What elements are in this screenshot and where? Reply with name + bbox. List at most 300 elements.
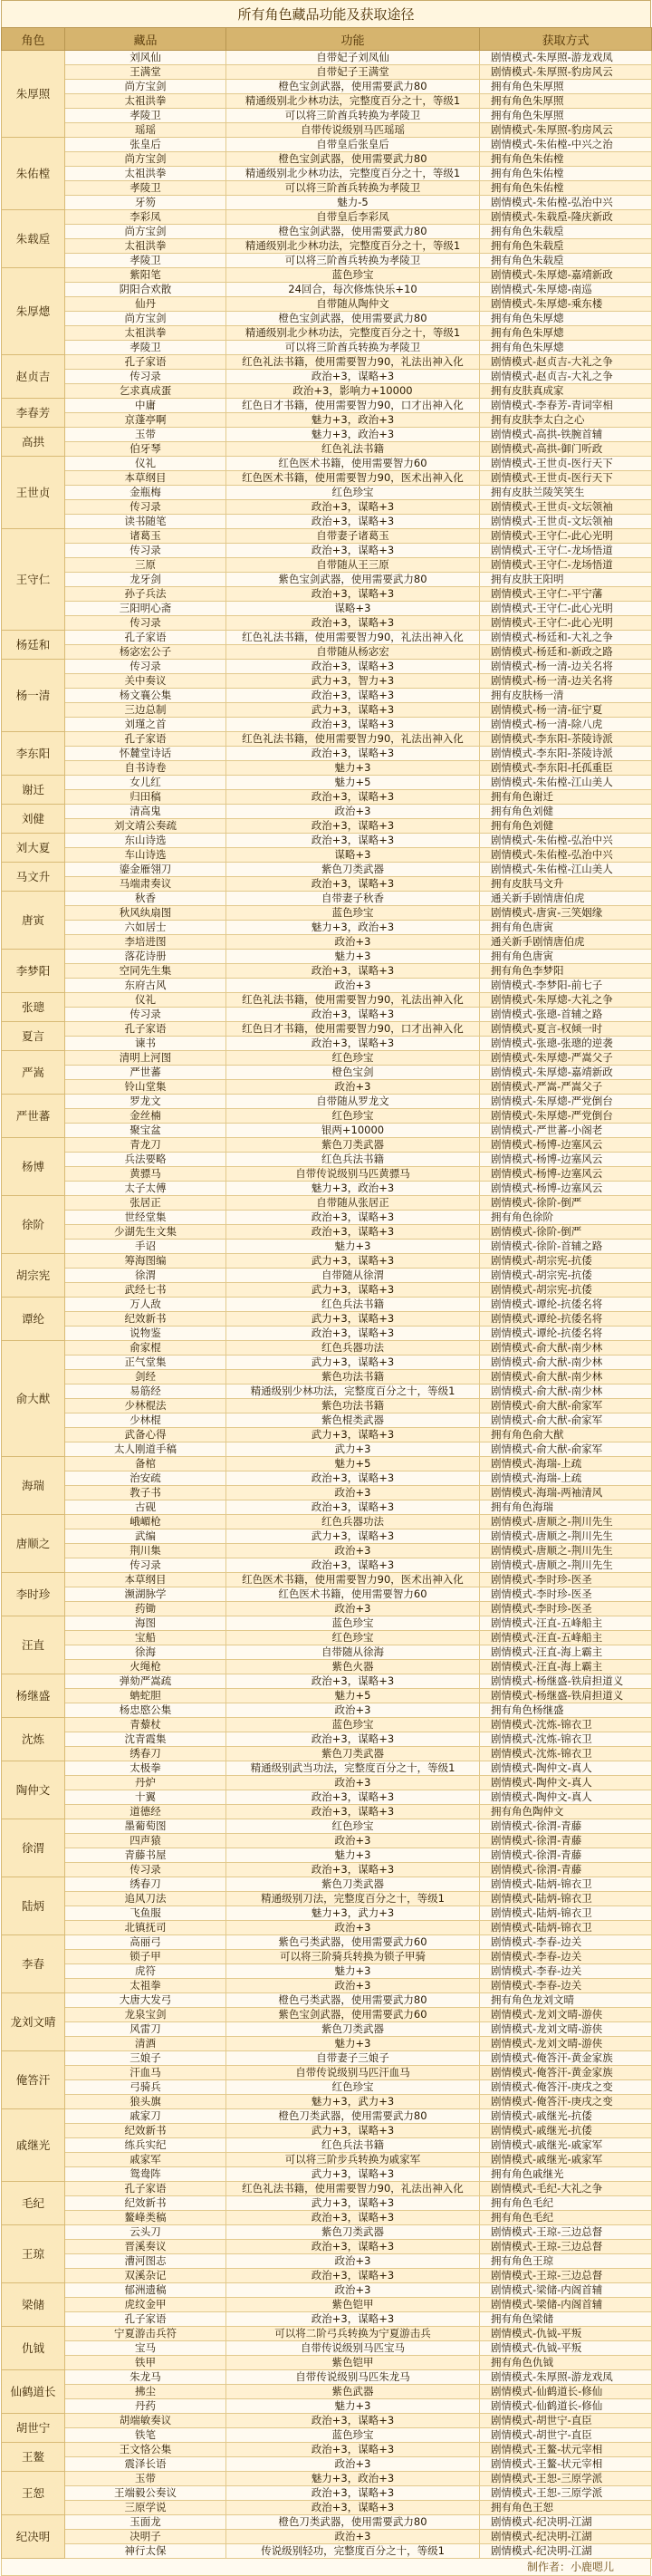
source-cell: 剧情模式-唐顺之-荆川先生 bbox=[480, 1558, 652, 1573]
function-cell: 政治+3，谋略+3 bbox=[226, 689, 480, 703]
source-cell: 剧情模式-陆炳-锦衣卫 bbox=[480, 1906, 652, 1921]
source-cell: 剧情模式-王守仁-此心光明 bbox=[480, 616, 652, 631]
source-cell: 剧情模式-俺答汗-黄金家族 bbox=[480, 2066, 652, 2080]
table-row bbox=[2, 196, 652, 210]
function-cell: 武力+3，谋略+3 bbox=[226, 1356, 480, 1370]
header-row bbox=[2, 28, 652, 51]
function-cell: 武力+3 bbox=[226, 1442, 480, 1457]
function-cell: 紫色功法书籍 bbox=[226, 1370, 480, 1384]
function-cell: 自带传说级别马匹黄骠马 bbox=[226, 1167, 480, 1182]
item-name-cell: 读书随笔 bbox=[65, 515, 226, 529]
table-row bbox=[2, 1008, 652, 1022]
function-cell: 紫色武器 bbox=[226, 2385, 480, 2399]
hero-name-cell: 谢迁 bbox=[2, 776, 65, 805]
table-row bbox=[2, 2037, 652, 2051]
function-cell: 自带随从陶仲文 bbox=[226, 297, 480, 312]
item-name-cell: 仪礼 bbox=[65, 993, 226, 1008]
function-cell: 政治+3，谋略+3 bbox=[226, 718, 480, 732]
source-cell: 剧情模式-严世蕃-小阁老 bbox=[480, 1124, 652, 1138]
source-cell: 拥有角色朱厚照 bbox=[480, 94, 652, 109]
item-name-cell: 云头刀 bbox=[65, 2225, 226, 2240]
table-row bbox=[2, 1037, 652, 1051]
function-cell: 红色日才书籍，使用需要智力90，口才出神入化 bbox=[226, 1022, 480, 1037]
function-cell: 橙色刀类武器，使用需要武力80 bbox=[226, 2515, 480, 2530]
function-cell: 蓝色珍宝 bbox=[226, 1718, 480, 1732]
table-row bbox=[2, 1892, 652, 1906]
item-name-cell: 三边总制 bbox=[65, 703, 226, 718]
table-row bbox=[2, 2196, 652, 2211]
item-name-cell: 漕河图志 bbox=[65, 2254, 226, 2269]
item-name-cell: 尚方宝剑 bbox=[65, 152, 226, 167]
table-row bbox=[2, 1283, 652, 1298]
table-row bbox=[2, 674, 652, 689]
table-row bbox=[2, 2182, 652, 2196]
source-cell: 拥有角色朱厚熜 bbox=[480, 326, 652, 341]
hero-name-cell: 毛纪 bbox=[2, 2182, 65, 2225]
table-row bbox=[2, 1674, 652, 1689]
header-item: 藏品 bbox=[65, 28, 226, 51]
source-cell: 剧情模式-李东阳-托孤重臣 bbox=[480, 761, 652, 776]
item-name-cell: 玉带 bbox=[65, 428, 226, 442]
function-cell: 魅力+3 bbox=[226, 2399, 480, 2414]
source-cell: 剧情模式-朱厚照-豹房风云 bbox=[480, 65, 652, 80]
source-cell: 剧情模式-李春-边关 bbox=[480, 1935, 652, 1950]
source-cell: 拥有皮肤杨一清 bbox=[480, 689, 652, 703]
function-cell: 紫色刀类武器 bbox=[226, 2022, 480, 2037]
source-cell: 剧情模式-李时珍-医圣 bbox=[480, 1587, 652, 1602]
table-row bbox=[2, 805, 652, 819]
table-row bbox=[2, 979, 652, 993]
hero-name-cell: 王恕 bbox=[2, 2472, 65, 2515]
table-row bbox=[2, 1587, 652, 1602]
source-cell: 剧情模式-汪直-五峰船主 bbox=[480, 1616, 652, 1631]
source-cell: 剧情模式-戚继光-戚家军 bbox=[480, 2138, 652, 2153]
function-cell: 可以将三阶骑兵转换为锁子甲骑 bbox=[226, 1950, 480, 1964]
function-cell: 橙色弓类武器，使用需要武力80 bbox=[226, 1993, 480, 2008]
hero-name-cell: 纪决明 bbox=[2, 2515, 65, 2559]
table-row bbox=[2, 1718, 652, 1732]
hero-name-cell: 杨廷和 bbox=[2, 631, 65, 660]
source-cell: 剧情模式-赵贞吉-大礼之争 bbox=[480, 355, 652, 370]
item-name-cell: 秋香 bbox=[65, 892, 226, 906]
table-row bbox=[2, 1196, 652, 1211]
source-cell: 剧情模式-朱厚照-豹房风云 bbox=[480, 123, 652, 138]
table-row bbox=[2, 1921, 652, 1935]
source-cell: 剧情模式-朱载垕-隆庆新政 bbox=[480, 210, 652, 225]
source-cell: 剧情模式-陶仲文-真人 bbox=[480, 1761, 652, 1776]
source-cell: 剧情模式-汪直-海上霸主 bbox=[480, 1660, 652, 1674]
table-row bbox=[2, 2472, 652, 2486]
source-cell: 剧情模式-王守仁-龙场悟道 bbox=[480, 558, 652, 573]
table-row bbox=[2, 2283, 652, 2298]
table-row bbox=[2, 51, 652, 65]
table-row bbox=[2, 1298, 652, 1312]
table-row bbox=[2, 848, 652, 863]
function-cell: 魅力+3 bbox=[226, 950, 480, 964]
function-cell: 蓝色珍宝 bbox=[226, 906, 480, 921]
source-cell: 拥有角色刘健 bbox=[480, 819, 652, 834]
item-name-cell: 汗血马 bbox=[65, 2066, 226, 2080]
function-cell: 自带随从王三原 bbox=[226, 558, 480, 573]
source-cell: 拥有角色谢迁 bbox=[480, 790, 652, 805]
source-cell: 剧情模式-俞大猷-南少林 bbox=[480, 1356, 652, 1370]
source-cell: 剧情模式-杨一清-征宁夏 bbox=[480, 703, 652, 718]
source-cell: 拥有角色朱佑樘 bbox=[480, 152, 652, 167]
header-hero: 角色 bbox=[2, 28, 65, 51]
item-name-cell: 宝船 bbox=[65, 1631, 226, 1645]
function-cell: 红色珍宝 bbox=[226, 1819, 480, 1834]
table-row bbox=[2, 1573, 652, 1587]
function-cell: 红色兵法书籍 bbox=[226, 1153, 480, 1167]
function-cell: 武力+3，谋略+3 bbox=[226, 703, 480, 718]
function-cell: 政治+3 bbox=[226, 1544, 480, 1558]
table-row bbox=[2, 1529, 652, 1544]
table-row bbox=[2, 326, 652, 341]
hero-name-cell: 唐顺之 bbox=[2, 1515, 65, 1573]
item-name-cell: 玉面龙 bbox=[65, 2515, 226, 2530]
function-cell: 政治+3，谋略+3 bbox=[226, 1211, 480, 1225]
item-name-cell: 道德经 bbox=[65, 1805, 226, 1819]
function-cell: 蓝色珍宝 bbox=[226, 268, 480, 283]
source-cell: 剧情模式-汪直-海上霸主 bbox=[480, 1645, 652, 1660]
function-cell: 政治+3，谋略+3 bbox=[226, 500, 480, 515]
item-name-cell: 铁笔 bbox=[65, 2428, 226, 2443]
function-cell: 魅力+3，政治+3 bbox=[226, 921, 480, 935]
function-cell: 紫色刀类武器 bbox=[226, 1747, 480, 1761]
table-row bbox=[2, 1124, 652, 1138]
item-name-cell: 太祖洪拳 bbox=[65, 326, 226, 341]
item-name-cell: 剑经 bbox=[65, 1370, 226, 1384]
function-cell: 橙色宝剑武器，使用需要武力80 bbox=[226, 312, 480, 326]
source-cell: 剧情模式-李东阳-茶陵诗派 bbox=[480, 747, 652, 761]
item-name-cell: 峨嵋枪 bbox=[65, 1515, 226, 1529]
source-cell: 拥有角色王琼 bbox=[480, 2254, 652, 2269]
table-row bbox=[2, 152, 652, 167]
function-cell: 政治+3 bbox=[226, 2283, 480, 2298]
function-cell: 武力+3，谋略+3 bbox=[226, 1529, 480, 1544]
function-cell: 政治+3 bbox=[226, 2254, 480, 2269]
item-name-cell: 太祖拳 bbox=[65, 1979, 226, 1993]
table-row bbox=[2, 819, 652, 834]
item-name-cell: 铁甲 bbox=[65, 2356, 226, 2370]
function-cell: 可以将三阶酋兵转换为孝陵卫 bbox=[226, 254, 480, 268]
source-cell: 剧情模式-李梦阳-前七子 bbox=[480, 979, 652, 993]
source-cell: 剧情模式-杨继盛-铁肩担道义 bbox=[480, 1689, 652, 1703]
hero-name-cell: 杨一清 bbox=[2, 660, 65, 732]
function-cell: 政治+3，谋略+3 bbox=[226, 544, 480, 558]
table-row bbox=[2, 2341, 652, 2356]
function-cell: 精通级别少林功法，完整度百分之十，等级1 bbox=[226, 1384, 480, 1399]
item-name-cell: 鸳鸯阵 bbox=[65, 2167, 226, 2182]
item-name-cell: 空同先生集 bbox=[65, 964, 226, 979]
hero-name-cell: 夏言 bbox=[2, 1022, 65, 1051]
table-row bbox=[2, 1080, 652, 1095]
hero-name-cell: 王鳌 bbox=[2, 2443, 65, 2472]
function-cell: 紫色刀类武器 bbox=[226, 2225, 480, 2240]
table-row bbox=[2, 2124, 652, 2138]
source-cell: 剧情模式-王鳌-状元宰相 bbox=[480, 2457, 652, 2472]
table-row bbox=[2, 2008, 652, 2022]
function-cell: 政治+3 bbox=[226, 1776, 480, 1790]
table-row bbox=[2, 544, 652, 558]
source-cell: 剧情模式-王世贞-文坛领袖 bbox=[480, 515, 652, 529]
function-cell: 红色医术书籍，使用需要智力60 bbox=[226, 1587, 480, 1602]
collection-sheet bbox=[1, 0, 651, 2576]
table-row bbox=[2, 1211, 652, 1225]
item-name-cell: 青藜杖 bbox=[65, 1718, 226, 1732]
hero-name-cell: 俺答汗 bbox=[2, 2051, 65, 2109]
source-cell: 剧情模式-王鳌-状元宰相 bbox=[480, 2443, 652, 2457]
source-cell: 剧情模式-胡世宁-直臣 bbox=[480, 2428, 652, 2443]
item-name-cell: 龙泉宝剑 bbox=[65, 2008, 226, 2022]
item-name-cell: 海图 bbox=[65, 1616, 226, 1631]
hero-name-cell: 马文升 bbox=[2, 863, 65, 892]
item-name-cell: 三原学说 bbox=[65, 2501, 226, 2515]
table-row bbox=[2, 1602, 652, 1616]
table-row bbox=[2, 834, 652, 848]
item-name-cell: 拂尘 bbox=[65, 2385, 226, 2399]
item-name-cell: 虎符 bbox=[65, 1964, 226, 1979]
item-name-cell: 太祖洪拳 bbox=[65, 239, 226, 254]
function-cell: 橙色宝剑武器，使用需要武力80 bbox=[226, 152, 480, 167]
item-name-cell: 丹药 bbox=[65, 2399, 226, 2414]
item-name-cell: 仙丹 bbox=[65, 297, 226, 312]
function-cell: 自带妻子诸葛玉 bbox=[226, 529, 480, 544]
source-cell: 剧情模式-杨一清-除八虎 bbox=[480, 718, 652, 732]
source-cell: 剧情模式-张璁-首辅之路 bbox=[480, 1008, 652, 1022]
item-name-cell: 秋风纨扇图 bbox=[65, 906, 226, 921]
table-row bbox=[2, 573, 652, 587]
table-row bbox=[2, 1370, 652, 1384]
table-row bbox=[2, 341, 652, 355]
table-row bbox=[2, 732, 652, 747]
item-name-cell: 高丽弓 bbox=[65, 1935, 226, 1950]
table-row bbox=[2, 2109, 652, 2124]
function-cell: 魅力+5 bbox=[226, 776, 480, 790]
table-row bbox=[2, 2269, 652, 2283]
function-cell: 蓝色珍宝 bbox=[226, 1616, 480, 1631]
table-row bbox=[2, 761, 652, 776]
function-cell: 紫色火器 bbox=[226, 1660, 480, 1674]
source-cell: 剧情模式-徐阶-倒严 bbox=[480, 1225, 652, 1240]
source-cell: 剧情模式-龙刘文晴-游侠 bbox=[480, 2008, 652, 2022]
table-row bbox=[2, 529, 652, 544]
source-cell: 剧情模式-朱厚熜-严嵩父子 bbox=[480, 1051, 652, 1066]
function-cell: 政治+3，谋略+3 bbox=[226, 515, 480, 529]
item-name-cell: 决明子 bbox=[65, 2530, 226, 2544]
item-name-cell: 宁夏游击兵符 bbox=[65, 2327, 226, 2341]
table-row bbox=[2, 2544, 652, 2559]
table-row bbox=[2, 1863, 652, 1877]
source-cell: 剧情模式-杨廷和-大礼之争 bbox=[480, 631, 652, 645]
source-cell: 剧情模式-朱厚熜-乘东楼 bbox=[480, 297, 652, 312]
table-row bbox=[2, 1341, 652, 1356]
item-name-cell: 龙牙剑 bbox=[65, 573, 226, 587]
source-cell: 拥有角色毛纪 bbox=[480, 2196, 652, 2211]
item-name-cell: 太人刚道手稿 bbox=[65, 1442, 226, 1457]
table-row bbox=[2, 1877, 652, 1892]
source-cell: 剧情模式-唐寅-三笑姻缘 bbox=[480, 906, 652, 921]
item-name-cell: 宝马 bbox=[65, 2341, 226, 2356]
table-row bbox=[2, 486, 652, 500]
function-cell: 政治+3 bbox=[226, 1921, 480, 1935]
function-cell: 红色珍宝 bbox=[226, 1051, 480, 1066]
table-row bbox=[2, 500, 652, 515]
source-cell: 剧情模式-俞大猷-俞家军 bbox=[480, 1442, 652, 1457]
hero-name-cell: 高拱 bbox=[2, 428, 65, 457]
item-name-cell: 怀麓堂诗话 bbox=[65, 747, 226, 761]
source-cell: 剧情模式-谭纶-抗倭名将 bbox=[480, 1298, 652, 1312]
function-cell: 政治+3，影响力+10000 bbox=[226, 384, 480, 399]
function-cell: 自带妃子王满堂 bbox=[226, 65, 480, 80]
table-row bbox=[2, 283, 652, 297]
item-name-cell: 归田稿 bbox=[65, 790, 226, 805]
item-name-cell: 孝陵卫 bbox=[65, 109, 226, 123]
function-cell: 自带妻子三娘子 bbox=[226, 2051, 480, 2066]
function-cell: 紫色刀类武器 bbox=[226, 863, 480, 877]
item-name-cell: 练兵实纪 bbox=[65, 2138, 226, 2153]
item-name-cell: 三原 bbox=[65, 558, 226, 573]
source-cell: 剧情模式-朱厚熜-嘉靖新政 bbox=[480, 1066, 652, 1080]
function-cell: 24回合，每次修炼快乐+10 bbox=[226, 283, 480, 297]
hero-name-cell: 梁储 bbox=[2, 2283, 65, 2327]
function-cell: 魅力+5 bbox=[226, 1457, 480, 1471]
hero-name-cell: 赵贞吉 bbox=[2, 355, 65, 399]
table-row bbox=[2, 1616, 652, 1631]
item-name-cell: 古砚 bbox=[65, 1500, 226, 1515]
function-cell: 武力+3，谋略+3 bbox=[226, 1254, 480, 1269]
function-cell: 政治+3，谋略+3 bbox=[226, 2240, 480, 2254]
function-cell: 红色医术书籍，使用需要智力90，医术出神入化 bbox=[226, 1573, 480, 1587]
function-cell: 红色珍宝 bbox=[226, 2080, 480, 2095]
item-name-cell: 双溪杂记 bbox=[65, 2269, 226, 2283]
table-row bbox=[2, 1225, 652, 1240]
source-cell: 剧情模式-王恕-三原学派 bbox=[480, 2486, 652, 2501]
function-cell: 武力+3，谋略+3 bbox=[226, 2196, 480, 2211]
source-cell: 剧情模式-朱厚熜-严党倒台 bbox=[480, 1095, 652, 1109]
item-name-cell: 易筋经 bbox=[65, 1384, 226, 1399]
hero-name-cell: 刘大夏 bbox=[2, 834, 65, 863]
source-cell: 拥有角色朱厚照 bbox=[480, 80, 652, 94]
source-cell: 拥有角色朱佑樘 bbox=[480, 167, 652, 181]
function-cell: 可以将三阶酋兵转换为孝陵卫 bbox=[226, 109, 480, 123]
function-cell: 紫色铠甲 bbox=[226, 2298, 480, 2312]
function-cell: 政治+3，谋略+3 bbox=[226, 1500, 480, 1515]
item-name-cell: 万人敌 bbox=[65, 1298, 226, 1312]
source-cell: 剧情模式-朱厚照-游龙戏凤 bbox=[480, 2370, 652, 2385]
item-name-cell: 太祖洪拳 bbox=[65, 94, 226, 109]
function-cell: 政治+3，谋略+3 bbox=[226, 1674, 480, 1689]
item-name-cell: 世经堂集 bbox=[65, 1211, 226, 1225]
source-cell: 剧情模式-俞大猷-俞家军 bbox=[480, 1413, 652, 1428]
function-cell: 魅力+3 bbox=[226, 761, 480, 776]
table-body bbox=[2, 51, 652, 2559]
function-cell: 魅力+3，政治+3 bbox=[226, 1182, 480, 1196]
source-cell: 剧情模式-陶仲文-真人 bbox=[480, 1776, 652, 1790]
item-name-cell: 虎纹金甲 bbox=[65, 2298, 226, 2312]
table-row bbox=[2, 863, 652, 877]
item-name-cell: 清高鬼 bbox=[65, 805, 226, 819]
source-cell: 剧情模式-俺答汗-庚戌之变 bbox=[480, 2080, 652, 2095]
function-cell: 政治+3 bbox=[226, 1703, 480, 1718]
item-name-cell: 弓骑兵 bbox=[65, 2080, 226, 2095]
table-row bbox=[2, 1457, 652, 1471]
table-row bbox=[2, 645, 652, 660]
table-row bbox=[2, 1500, 652, 1515]
source-cell: 拥有角色梁储 bbox=[480, 2312, 652, 2327]
source-cell: 剧情模式-朱佑樘-弘治中兴 bbox=[480, 196, 652, 210]
table-row bbox=[2, 2211, 652, 2225]
source-cell: 剧情模式-唐顺之-荆川先生 bbox=[480, 1515, 652, 1529]
item-name-cell: 落花诗册 bbox=[65, 950, 226, 964]
table-row bbox=[2, 558, 652, 573]
function-cell: 政治+3 bbox=[226, 2530, 480, 2544]
function-cell: 红色珍宝 bbox=[226, 1631, 480, 1645]
table-row bbox=[2, 1109, 652, 1124]
item-name-cell: 筹海图编 bbox=[65, 1254, 226, 1269]
table-row bbox=[2, 1182, 652, 1196]
function-cell: 魅力+3，政治+3 bbox=[226, 2472, 480, 2486]
table-row bbox=[2, 1776, 652, 1790]
table-row bbox=[2, 225, 652, 239]
source-cell: 剧情模式-海瑞-两袖清风 bbox=[480, 1486, 652, 1500]
source-cell: 拥有皮肤王阳明 bbox=[480, 573, 652, 587]
item-name-cell: 荆川集 bbox=[65, 1544, 226, 1558]
source-cell: 剧情模式-李春-边关 bbox=[480, 1979, 652, 1993]
table-row bbox=[2, 1906, 652, 1921]
hero-name-cell: 杨继盛 bbox=[2, 1674, 65, 1718]
item-name-cell: 备棺 bbox=[65, 1457, 226, 1471]
item-name-cell: 锁子甲 bbox=[65, 1950, 226, 1964]
source-cell: 拥有角色朱载垕 bbox=[480, 225, 652, 239]
function-cell: 政治+3，谋略+3 bbox=[226, 660, 480, 674]
hero-name-cell: 李春芳 bbox=[2, 399, 65, 428]
table-row bbox=[2, 1022, 652, 1037]
item-name-cell: 传习录 bbox=[65, 660, 226, 674]
item-name-cell: 本草纲目 bbox=[65, 1573, 226, 1587]
item-name-cell: 谏书 bbox=[65, 1037, 226, 1051]
function-cell: 政治+3 bbox=[226, 2457, 480, 2472]
item-name-cell: 孔子家语 bbox=[65, 631, 226, 645]
table-row bbox=[2, 921, 652, 935]
function-cell: 红色日才书籍，使用需要智力90，口才出神入化 bbox=[226, 399, 480, 413]
function-cell: 自带妻子秋香 bbox=[226, 892, 480, 906]
item-name-cell: 武编 bbox=[65, 1529, 226, 1544]
function-cell: 红色兵法书籍 bbox=[226, 2138, 480, 2153]
item-name-cell: 纪效新书 bbox=[65, 2196, 226, 2211]
item-name-cell: 诸葛玉 bbox=[65, 529, 226, 544]
function-cell: 红色兵器功法 bbox=[226, 1341, 480, 1356]
function-cell: 政治+3，谋略+3 bbox=[226, 2486, 480, 2501]
table-row bbox=[2, 1979, 652, 1993]
table-row bbox=[2, 1051, 652, 1066]
source-cell: 剧情模式-俺答汗-黄金家族 bbox=[480, 2051, 652, 2066]
hero-name-cell: 沈炼 bbox=[2, 1718, 65, 1761]
source-cell: 剧情模式-徐阶-倒严 bbox=[480, 1196, 652, 1211]
source-cell: 剧情模式-纪决明-江湖 bbox=[480, 2530, 652, 2544]
table-row bbox=[2, 1790, 652, 1805]
function-cell: 自带传说级别马匹汗血马 bbox=[226, 2066, 480, 2080]
source-cell: 剧情模式-朱厚照-游龙戏凤 bbox=[480, 51, 652, 65]
source-cell: 剧情模式-朱厚熜-南巡 bbox=[480, 283, 652, 297]
item-name-cell: 女儿红 bbox=[65, 776, 226, 790]
function-cell: 政治+3，谋略+3 bbox=[226, 1732, 480, 1747]
table-row bbox=[2, 2356, 652, 2370]
item-name-cell: 三阳明心斋 bbox=[65, 602, 226, 616]
table-row bbox=[2, 1747, 652, 1761]
source-cell: 剧情模式-赵贞吉-大礼之争 bbox=[480, 370, 652, 384]
source-cell: 剧情模式-梁储-内阁首辅 bbox=[480, 2298, 652, 2312]
